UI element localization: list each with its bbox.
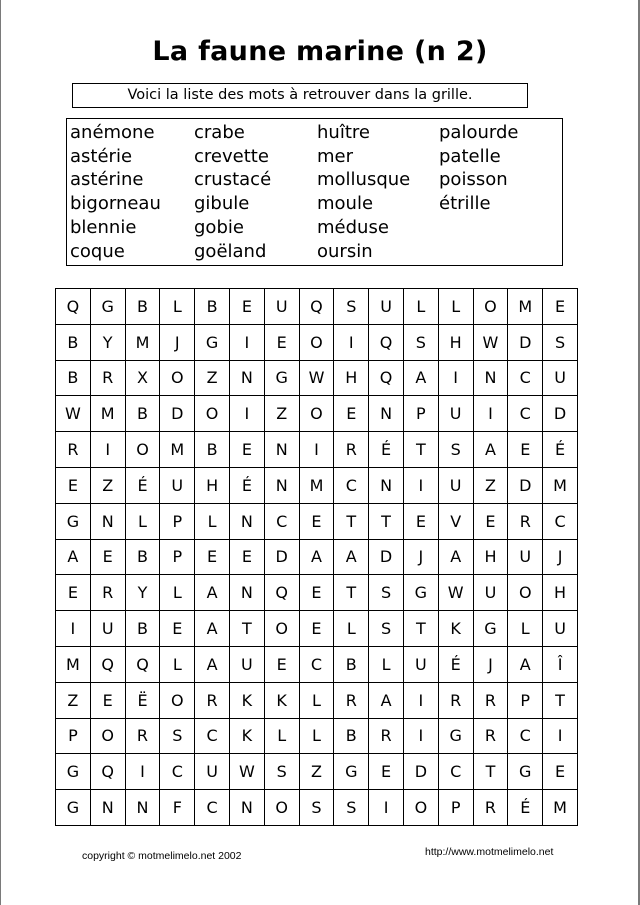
grid-cell[interactable]: P: [160, 540, 195, 576]
grid-cell[interactable]: T: [369, 504, 404, 540]
grid-cell[interactable]: Q: [56, 289, 91, 325]
grid-cell[interactable]: D: [404, 754, 439, 790]
grid-cell[interactable]: C: [300, 647, 335, 683]
grid-cell[interactable]: I: [126, 754, 161, 790]
grid-cell[interactable]: B: [56, 361, 91, 397]
grid-cell[interactable]: J: [404, 540, 439, 576]
grid-cell[interactable]: E: [230, 432, 265, 468]
grid-cell[interactable]: G: [56, 790, 91, 826]
grid-cell[interactable]: L: [265, 719, 300, 755]
grid-cell[interactable]: N: [230, 504, 265, 540]
grid-cell[interactable]: G: [508, 754, 543, 790]
grid-cell[interactable]: S: [334, 790, 369, 826]
grid-cell[interactable]: É: [230, 468, 265, 504]
grid-cell[interactable]: Q: [300, 289, 335, 325]
grid-cell[interactable]: B: [126, 611, 161, 647]
grid-cell[interactable]: L: [195, 504, 230, 540]
grid-cell[interactable]: S: [160, 719, 195, 755]
grid-cell[interactable]: C: [195, 719, 230, 755]
grid-cell[interactable]: E: [91, 683, 126, 719]
grid-cell[interactable]: A: [508, 647, 543, 683]
grid-cell[interactable]: U: [265, 289, 300, 325]
grid-cell[interactable]: U: [508, 540, 543, 576]
grid-cell[interactable]: R: [195, 683, 230, 719]
grid-cell[interactable]: T: [543, 683, 578, 719]
grid-cell[interactable]: Î: [543, 647, 578, 683]
grid-cell[interactable]: M: [543, 468, 578, 504]
grid-cell[interactable]: E: [195, 540, 230, 576]
grid-cell[interactable]: S: [404, 325, 439, 361]
grid-cell[interactable]: O: [265, 790, 300, 826]
grid-cell[interactable]: M: [543, 790, 578, 826]
word-list-item: poisson: [439, 169, 508, 191]
grid-cell[interactable]: E: [334, 396, 369, 432]
grid-cell[interactable]: A: [369, 683, 404, 719]
word-list: [66, 118, 563, 266]
grid-cell[interactable]: I: [369, 790, 404, 826]
grid-cell[interactable]: W: [474, 325, 509, 361]
grid-cell[interactable]: G: [474, 611, 509, 647]
grid-cell[interactable]: A: [300, 540, 335, 576]
word-list-item: méduse: [317, 216, 389, 238]
website-link[interactable]: http://www.motmelimelo.net: [425, 846, 554, 858]
grid-cell[interactable]: L: [126, 504, 161, 540]
grid-cell[interactable]: O: [300, 325, 335, 361]
grid-cell[interactable]: N: [474, 361, 509, 397]
grid-cell[interactable]: O: [160, 683, 195, 719]
grid-cell[interactable]: V: [439, 504, 474, 540]
grid-cell[interactable]: E: [230, 289, 265, 325]
grid-cell[interactable]: Q: [91, 754, 126, 790]
grid-cell[interactable]: O: [474, 289, 509, 325]
grid-cell[interactable]: I: [439, 361, 474, 397]
grid-cell[interactable]: D: [543, 396, 578, 432]
grid-cell[interactable]: U: [195, 754, 230, 790]
grid-cell[interactable]: I: [230, 325, 265, 361]
grid-cell[interactable]: K: [439, 611, 474, 647]
grid-cell[interactable]: R: [474, 719, 509, 755]
grid-cell[interactable]: N: [369, 396, 404, 432]
grid-cell[interactable]: C: [195, 790, 230, 826]
grid-cell[interactable]: I: [404, 719, 439, 755]
grid-cell[interactable]: I: [56, 611, 91, 647]
grid-cell[interactable]: O: [160, 361, 195, 397]
grid-cell[interactable]: N: [126, 790, 161, 826]
grid-cell[interactable]: S: [300, 790, 335, 826]
grid-cell[interactable]: G: [265, 361, 300, 397]
grid-cell[interactable]: É: [543, 432, 578, 468]
grid-cell[interactable]: Q: [91, 647, 126, 683]
word-list-item: oursin: [317, 240, 373, 262]
grid-cell[interactable]: R: [91, 575, 126, 611]
grid-cell[interactable]: N: [91, 790, 126, 826]
grid-cell[interactable]: N: [265, 432, 300, 468]
grid-cell[interactable]: D: [369, 540, 404, 576]
grid-cell[interactable]: G: [334, 754, 369, 790]
grid-cell[interactable]: Q: [369, 361, 404, 397]
grid-cell[interactable]: Z: [265, 396, 300, 432]
grid-cell[interactable]: G: [195, 325, 230, 361]
grid-cell[interactable]: E: [230, 540, 265, 576]
grid-cell[interactable]: L: [160, 289, 195, 325]
word-list-item: crustacé: [194, 169, 272, 191]
grid-cell[interactable]: Z: [300, 754, 335, 790]
grid-cell[interactable]: L: [300, 683, 335, 719]
grid-cell[interactable]: S: [369, 611, 404, 647]
grid-cell[interactable]: Z: [56, 683, 91, 719]
word-list-item: coque: [70, 240, 125, 262]
grid-cell[interactable]: B: [56, 325, 91, 361]
grid-cell[interactable]: T: [474, 754, 509, 790]
grid-cell[interactable]: M: [508, 289, 543, 325]
grid-cell[interactable]: G: [91, 289, 126, 325]
grid-cell[interactable]: D: [265, 540, 300, 576]
grid-cell[interactable]: P: [160, 504, 195, 540]
grid-cell[interactable]: B: [195, 432, 230, 468]
grid-cell[interactable]: U: [404, 647, 439, 683]
grid-cell[interactable]: C: [543, 504, 578, 540]
grid-cell[interactable]: L: [334, 611, 369, 647]
grid-cell[interactable]: J: [543, 540, 578, 576]
grid-cell[interactable]: U: [474, 575, 509, 611]
grid-cell[interactable]: A: [195, 647, 230, 683]
grid-cell[interactable]: E: [300, 611, 335, 647]
grid-cell[interactable]: B: [126, 396, 161, 432]
grid-cell[interactable]: I: [474, 396, 509, 432]
grid-cell[interactable]: C: [508, 396, 543, 432]
grid-cell[interactable]: O: [508, 575, 543, 611]
grid-cell[interactable]: S: [265, 754, 300, 790]
grid-cell[interactable]: U: [230, 647, 265, 683]
word-list-item: crevette: [194, 145, 269, 167]
grid-cell[interactable]: R: [508, 504, 543, 540]
grid-cell[interactable]: É: [369, 432, 404, 468]
grid-cell[interactable]: S: [543, 325, 578, 361]
grid-cell[interactable]: H: [195, 468, 230, 504]
grid-cell[interactable]: Q: [126, 647, 161, 683]
grid-cell[interactable]: S: [369, 575, 404, 611]
grid-cell[interactable]: M: [56, 647, 91, 683]
grid-cell[interactable]: L: [508, 611, 543, 647]
grid-cell[interactable]: D: [508, 468, 543, 504]
word-list-item: crabe: [194, 122, 245, 143]
grid-cell[interactable]: S: [334, 289, 369, 325]
grid-cell[interactable]: É: [439, 647, 474, 683]
grid-cell[interactable]: M: [160, 432, 195, 468]
grid-cell[interactable]: C: [508, 361, 543, 397]
grid-cell[interactable]: K: [230, 719, 265, 755]
grid-cell[interactable]: O: [91, 719, 126, 755]
grid-cell[interactable]: A: [404, 361, 439, 397]
grid-cell[interactable]: R: [126, 719, 161, 755]
grid-cell[interactable]: L: [160, 647, 195, 683]
grid-cell[interactable]: C: [160, 754, 195, 790]
grid-cell[interactable]: E: [265, 325, 300, 361]
word-list-item: astérine: [70, 169, 144, 191]
grid-cell[interactable]: A: [195, 575, 230, 611]
grid-cell[interactable]: O: [195, 396, 230, 432]
grid-cell[interactable]: T: [404, 611, 439, 647]
grid-cell[interactable]: D: [508, 325, 543, 361]
grid-cell[interactable]: O: [300, 396, 335, 432]
grid-cell[interactable]: E: [300, 575, 335, 611]
grid-cell[interactable]: P: [56, 719, 91, 755]
word-list-item: astérie: [70, 145, 133, 167]
word-list-item: huître: [317, 122, 370, 143]
word-list-item: bigorneau: [70, 193, 161, 215]
word-list-item: blennie: [70, 216, 137, 238]
grid-cell[interactable]: E: [56, 468, 91, 504]
grid-cell[interactable]: N: [230, 790, 265, 826]
grid-cell[interactable]: M: [300, 468, 335, 504]
grid-cell[interactable]: W: [56, 396, 91, 432]
page-title: La faune marine (n 2): [152, 36, 488, 67]
grid-cell[interactable]: R: [334, 683, 369, 719]
grid-cell[interactable]: H: [474, 540, 509, 576]
grid-cell[interactable]: W: [300, 361, 335, 397]
grid-cell[interactable]: G: [56, 754, 91, 790]
grid-cell[interactable]: B: [126, 540, 161, 576]
instructions-box: Voici la liste des mots à retrouver dans la grille.: [72, 83, 528, 108]
grid-cell[interactable]: K: [230, 683, 265, 719]
grid-cell[interactable]: O: [404, 790, 439, 826]
grid-cell[interactable]: M: [91, 396, 126, 432]
word-list-item: goëland: [194, 240, 267, 262]
grid-cell[interactable]: E: [543, 289, 578, 325]
grid-cell[interactable]: U: [91, 611, 126, 647]
grid-cell[interactable]: B: [126, 289, 161, 325]
grid-cell[interactable]: T: [230, 611, 265, 647]
grid-cell[interactable]: B: [334, 647, 369, 683]
grid-cell[interactable]: H: [439, 325, 474, 361]
grid-cell[interactable]: C: [265, 504, 300, 540]
grid-cell[interactable]: N: [91, 504, 126, 540]
grid-cell[interactable]: U: [369, 289, 404, 325]
grid-cell[interactable]: E: [543, 754, 578, 790]
grid-cell[interactable]: C: [508, 719, 543, 755]
grid-cell[interactable]: O: [265, 611, 300, 647]
grid-cell[interactable]: I: [404, 468, 439, 504]
grid-cell[interactable]: U: [160, 468, 195, 504]
grid-cell[interactable]: G: [439, 719, 474, 755]
grid-cell[interactable]: W: [439, 575, 474, 611]
grid-cell[interactable]: I: [334, 325, 369, 361]
grid-cell[interactable]: A: [439, 540, 474, 576]
word-list-item: gibule: [194, 193, 250, 215]
grid-cell[interactable]: É: [126, 468, 161, 504]
copyright-text: copyright © motmelimelo.net 2002: [82, 850, 242, 862]
grid-cell[interactable]: L: [300, 719, 335, 755]
grid-cell[interactable]: I: [230, 396, 265, 432]
grid-cell[interactable]: I: [404, 683, 439, 719]
word-list-item: mollusque: [317, 169, 411, 191]
grid-cell[interactable]: E: [300, 504, 335, 540]
grid-cell[interactable]: E: [404, 504, 439, 540]
grid-cell[interactable]: R: [56, 432, 91, 468]
word-list-item: anémone: [70, 122, 155, 143]
grid-cell[interactable]: N: [265, 468, 300, 504]
grid-cell[interactable]: P: [508, 683, 543, 719]
grid-cell[interactable]: R: [334, 432, 369, 468]
word-list-item: moule: [317, 193, 374, 215]
grid-cell[interactable]: T: [334, 504, 369, 540]
grid-cell[interactable]: R: [474, 683, 509, 719]
grid-cell[interactable]: L: [439, 289, 474, 325]
grid-cell[interactable]: E: [265, 647, 300, 683]
grid-cell[interactable]: E: [474, 504, 509, 540]
grid-cell[interactable]: Ë: [126, 683, 161, 719]
word-list-item: gobie: [194, 216, 244, 238]
grid-cell[interactable]: L: [160, 575, 195, 611]
grid-cell[interactable]: J: [474, 647, 509, 683]
grid-cell[interactable]: Y: [91, 325, 126, 361]
grid-cell[interactable]: A: [195, 611, 230, 647]
grid-cell[interactable]: R: [439, 683, 474, 719]
grid-cell[interactable]: E: [91, 540, 126, 576]
grid-cell[interactable]: X: [126, 361, 161, 397]
grid-cell[interactable]: T: [334, 575, 369, 611]
grid-cell[interactable]: I: [91, 432, 126, 468]
grid-cell[interactable]: N: [230, 361, 265, 397]
grid-cell[interactable]: É: [508, 790, 543, 826]
grid-cell[interactable]: E: [369, 754, 404, 790]
grid-cell[interactable]: H: [334, 361, 369, 397]
grid-cell[interactable]: N: [369, 468, 404, 504]
word-list-item: patelle: [439, 145, 501, 167]
grid-cell[interactable]: O: [126, 432, 161, 468]
grid-cell[interactable]: D: [160, 396, 195, 432]
grid-cell[interactable]: U: [543, 361, 578, 397]
grid-cell[interactable]: R: [474, 790, 509, 826]
grid-cell[interactable]: U: [439, 468, 474, 504]
letter-grid: [55, 288, 578, 826]
grid-cell[interactable]: L: [369, 647, 404, 683]
grid-cell[interactable]: I: [543, 719, 578, 755]
grid-cell[interactable]: Z: [91, 468, 126, 504]
word-list-item: palourde: [439, 122, 519, 143]
word-list-item: étrille: [439, 193, 491, 215]
grid-cell[interactable]: U: [439, 396, 474, 432]
grid-cell[interactable]: Z: [195, 361, 230, 397]
grid-cell[interactable]: Q: [369, 325, 404, 361]
grid-cell[interactable]: J: [160, 325, 195, 361]
grid-cell[interactable]: P: [404, 396, 439, 432]
grid-cell[interactable]: C: [439, 754, 474, 790]
grid-cell[interactable]: W: [230, 754, 265, 790]
grid-cell[interactable]: N: [230, 575, 265, 611]
grid-cell[interactable]: E: [160, 611, 195, 647]
grid-cell[interactable]: E: [508, 432, 543, 468]
grid-cell[interactable]: E: [56, 575, 91, 611]
grid-cell[interactable]: T: [404, 432, 439, 468]
grid-cell[interactable]: S: [439, 432, 474, 468]
grid-cell[interactable]: K: [265, 683, 300, 719]
grid-cell[interactable]: Y: [126, 575, 161, 611]
grid-cell[interactable]: Z: [474, 468, 509, 504]
grid-cell[interactable]: G: [404, 575, 439, 611]
grid-cell[interactable]: M: [126, 325, 161, 361]
grid-cell[interactable]: F: [160, 790, 195, 826]
grid-cell[interactable]: A: [56, 540, 91, 576]
word-list-item: mer: [317, 145, 354, 167]
grid-cell[interactable]: I: [300, 432, 335, 468]
grid-cell[interactable]: B: [195, 289, 230, 325]
grid-cell[interactable]: A: [334, 540, 369, 576]
grid-cell[interactable]: G: [56, 504, 91, 540]
grid-cell[interactable]: R: [369, 719, 404, 755]
grid-cell[interactable]: Q: [265, 575, 300, 611]
grid-cell[interactable]: C: [334, 468, 369, 504]
grid-cell[interactable]: R: [91, 361, 126, 397]
grid-cell[interactable]: U: [543, 611, 578, 647]
grid-cell[interactable]: H: [543, 575, 578, 611]
grid-cell[interactable]: B: [334, 719, 369, 755]
grid-cell[interactable]: P: [439, 790, 474, 826]
grid-cell[interactable]: L: [404, 289, 439, 325]
grid-cell[interactable]: A: [474, 432, 509, 468]
